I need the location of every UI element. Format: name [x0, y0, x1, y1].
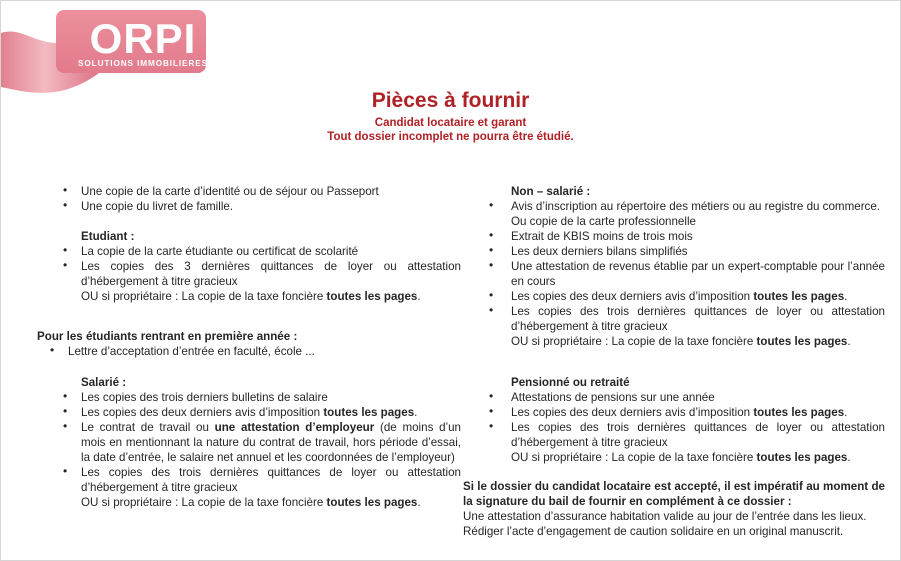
bullet-icon: •	[489, 288, 494, 302]
bullet-icon: •	[489, 198, 494, 212]
bullet-item	[37, 405, 461, 420]
text-run: Une attestation d’assurance habitation valide au jour de l’entrée dans les lieux.	[463, 510, 867, 523]
text-run: .	[844, 406, 848, 419]
bullet-icon: •	[63, 258, 68, 272]
text-run: .	[417, 496, 421, 509]
text-run: Le contrat de travail ou	[81, 421, 215, 434]
text-run: Rédiger l’acte d’engagement de caution solidaire en un original manuscrit.	[463, 525, 844, 538]
text-run: Les copies des trois dernières quittances de loyer ou attestation d’hébergement à titre gracieux	[511, 421, 885, 449]
bold-text-run: toutes les pages	[326, 290, 418, 303]
spacer	[463, 465, 885, 479]
bullet-icon: •	[63, 464, 68, 478]
text-run: .	[847, 335, 851, 348]
bold-text-run: Salarié :	[81, 376, 127, 389]
column-right	[463, 184, 885, 539]
page-title: Pièces à fournir	[371, 89, 530, 112]
text-run: Avis d’inscription au répertoire des métiers ou au registre du commerce.	[511, 200, 881, 213]
text-run: :	[290, 330, 298, 343]
text-run: Attestations de pensions sur une année	[511, 391, 715, 404]
bullet-icon: •	[63, 183, 68, 197]
text-run: .	[844, 290, 848, 303]
bold-text-run: toutes les pages	[756, 451, 848, 464]
bold-text-run: toutes les pages	[753, 290, 845, 303]
bullet-item	[463, 304, 885, 349]
orpi-logo	[1, 1, 216, 101]
section-heading	[37, 329, 461, 344]
bullet-list	[37, 184, 461, 214]
text-run: Ou copie de la carte professionnelle	[511, 215, 696, 228]
text-run: Les copies des trois dernières quittances de loyer ou attestation d’hébergement à titre gracieux	[81, 466, 461, 494]
bullet-item	[37, 259, 461, 304]
bullet-item	[37, 344, 461, 359]
text-run: La copie de la carte étudiante ou certificat de scolarité	[81, 245, 359, 258]
text-run: OU si propriétaire : La copie de la taxe foncière	[81, 290, 327, 303]
bullet-item	[463, 259, 885, 289]
text-run: Extrait de KBIS moins de trois mois	[511, 230, 693, 243]
text-run: Les copies des trois dernières quittances de loyer ou attestation d’hébergement à titre gracieux	[511, 305, 885, 333]
brand-text: ORPI	[89, 15, 197, 62]
bullet-item	[37, 390, 461, 405]
bullet-item	[37, 199, 461, 214]
text-run: Lettre d’acceptation d’entrée en faculté, école ...	[68, 345, 315, 358]
text-run: Une attestation de revenus établie par un expert-comptable pour l’année en cours	[511, 260, 885, 288]
bullet-list	[463, 199, 885, 349]
bullet-icon: •	[63, 404, 68, 418]
bullet-icon: •	[489, 243, 494, 257]
text-run: Les deux derniers bilans simplifiés	[511, 245, 688, 258]
text-run: (de moins d’un mois en mentionnant la nature du contrat de travail, hors période d’essai, la date d’entrée, le salaire net annuel et les coordonnées de l’employeur)	[81, 421, 462, 464]
spacer	[463, 349, 885, 375]
bold-text-run: toutes les pages	[323, 406, 415, 419]
bullet-item	[463, 420, 885, 465]
text-run: Une copie de la carte d’identité ou de séjour ou Passeport	[81, 185, 379, 198]
bullet-icon: •	[489, 228, 494, 242]
bullet-item	[463, 289, 885, 304]
text-run: Une copie du livret de famille.	[81, 200, 234, 213]
document-header	[1, 87, 900, 144]
section-heading	[463, 184, 885, 199]
bullet-icon: •	[489, 258, 494, 272]
bold-text-run: toutes les pages	[753, 406, 845, 419]
bullet-item	[463, 405, 885, 420]
bullet-icon: •	[63, 243, 68, 257]
bullet-list	[37, 390, 461, 510]
bold-text-run: Pensionné ou retraité	[511, 376, 630, 389]
bullet-list	[37, 344, 461, 359]
bullet-item	[37, 465, 461, 510]
text-run: .	[417, 290, 421, 303]
bold-text-run: toutes les pages	[756, 335, 848, 348]
bullet-item	[463, 390, 885, 405]
bullet-list	[463, 390, 885, 465]
bullet-icon: •	[50, 343, 55, 357]
text-run: OU si propriétaire : La copie de la taxe foncière	[511, 451, 757, 464]
bullet-item	[463, 229, 885, 244]
text-run: Les copies des deux derniers avis d’imposition	[81, 406, 324, 419]
bullet-item	[37, 244, 461, 259]
section-heading	[37, 375, 461, 390]
bullet-icon: •	[489, 404, 494, 418]
spacer	[37, 214, 461, 229]
bold-text-run: toutes les pages	[326, 496, 418, 509]
bold-text-run: Non – salarié :	[511, 185, 591, 198]
brand-tagline: SOLUTIONS IMMOBILIERES	[78, 59, 208, 68]
bold-text-run: une attestation d’employeur	[214, 421, 375, 434]
text-run: .	[847, 451, 851, 464]
spacer	[37, 304, 461, 329]
bold-text-run: Si le dossier du candidat locataire est accepté, il est impératif au moment de la signature du bail de fournir en complément à ce dossier :	[463, 480, 885, 508]
bullet-icon: •	[489, 303, 494, 317]
text-run: .	[414, 406, 418, 419]
text-run: Les copies des trois derniers bulletins de salaire	[81, 391, 328, 404]
section-heading	[463, 375, 885, 390]
bullet-item	[463, 199, 885, 229]
section-heading	[37, 229, 461, 244]
text-run: Les copies des deux derniers avis d’imposition	[511, 406, 754, 419]
text-run: OU si propriétaire : La copie de la taxe foncière	[511, 335, 757, 348]
bullet-item	[37, 420, 461, 465]
bold-text-run: Pour les étudiants rentrant en première année	[37, 330, 291, 343]
page-subtitle-1: Candidat locataire et garant	[374, 117, 527, 129]
bullet-list	[37, 244, 461, 304]
bullet-item	[463, 244, 885, 259]
bullet-icon: •	[63, 198, 68, 212]
text-run: Les copies des deux derniers avis d’imposition	[511, 290, 754, 303]
bullet-icon: •	[63, 419, 68, 433]
spacer	[37, 359, 461, 375]
paragraph	[463, 479, 885, 539]
bullet-icon: •	[489, 419, 494, 433]
text-run: OU si propriétaire : La copie de la taxe foncière	[81, 496, 327, 509]
bold-text-run: Etudiant :	[81, 230, 135, 243]
column-left	[37, 184, 461, 510]
text-run: Les copies des 3 dernières quittances de loyer ou attestation d’hébergement à titre gracieux	[81, 260, 461, 288]
bullet-icon: •	[63, 389, 68, 403]
bullet-icon: •	[489, 389, 494, 403]
bullet-item	[37, 184, 461, 199]
page-subtitle-2: Tout dossier incomplet ne pourra être étudié.	[327, 131, 574, 143]
